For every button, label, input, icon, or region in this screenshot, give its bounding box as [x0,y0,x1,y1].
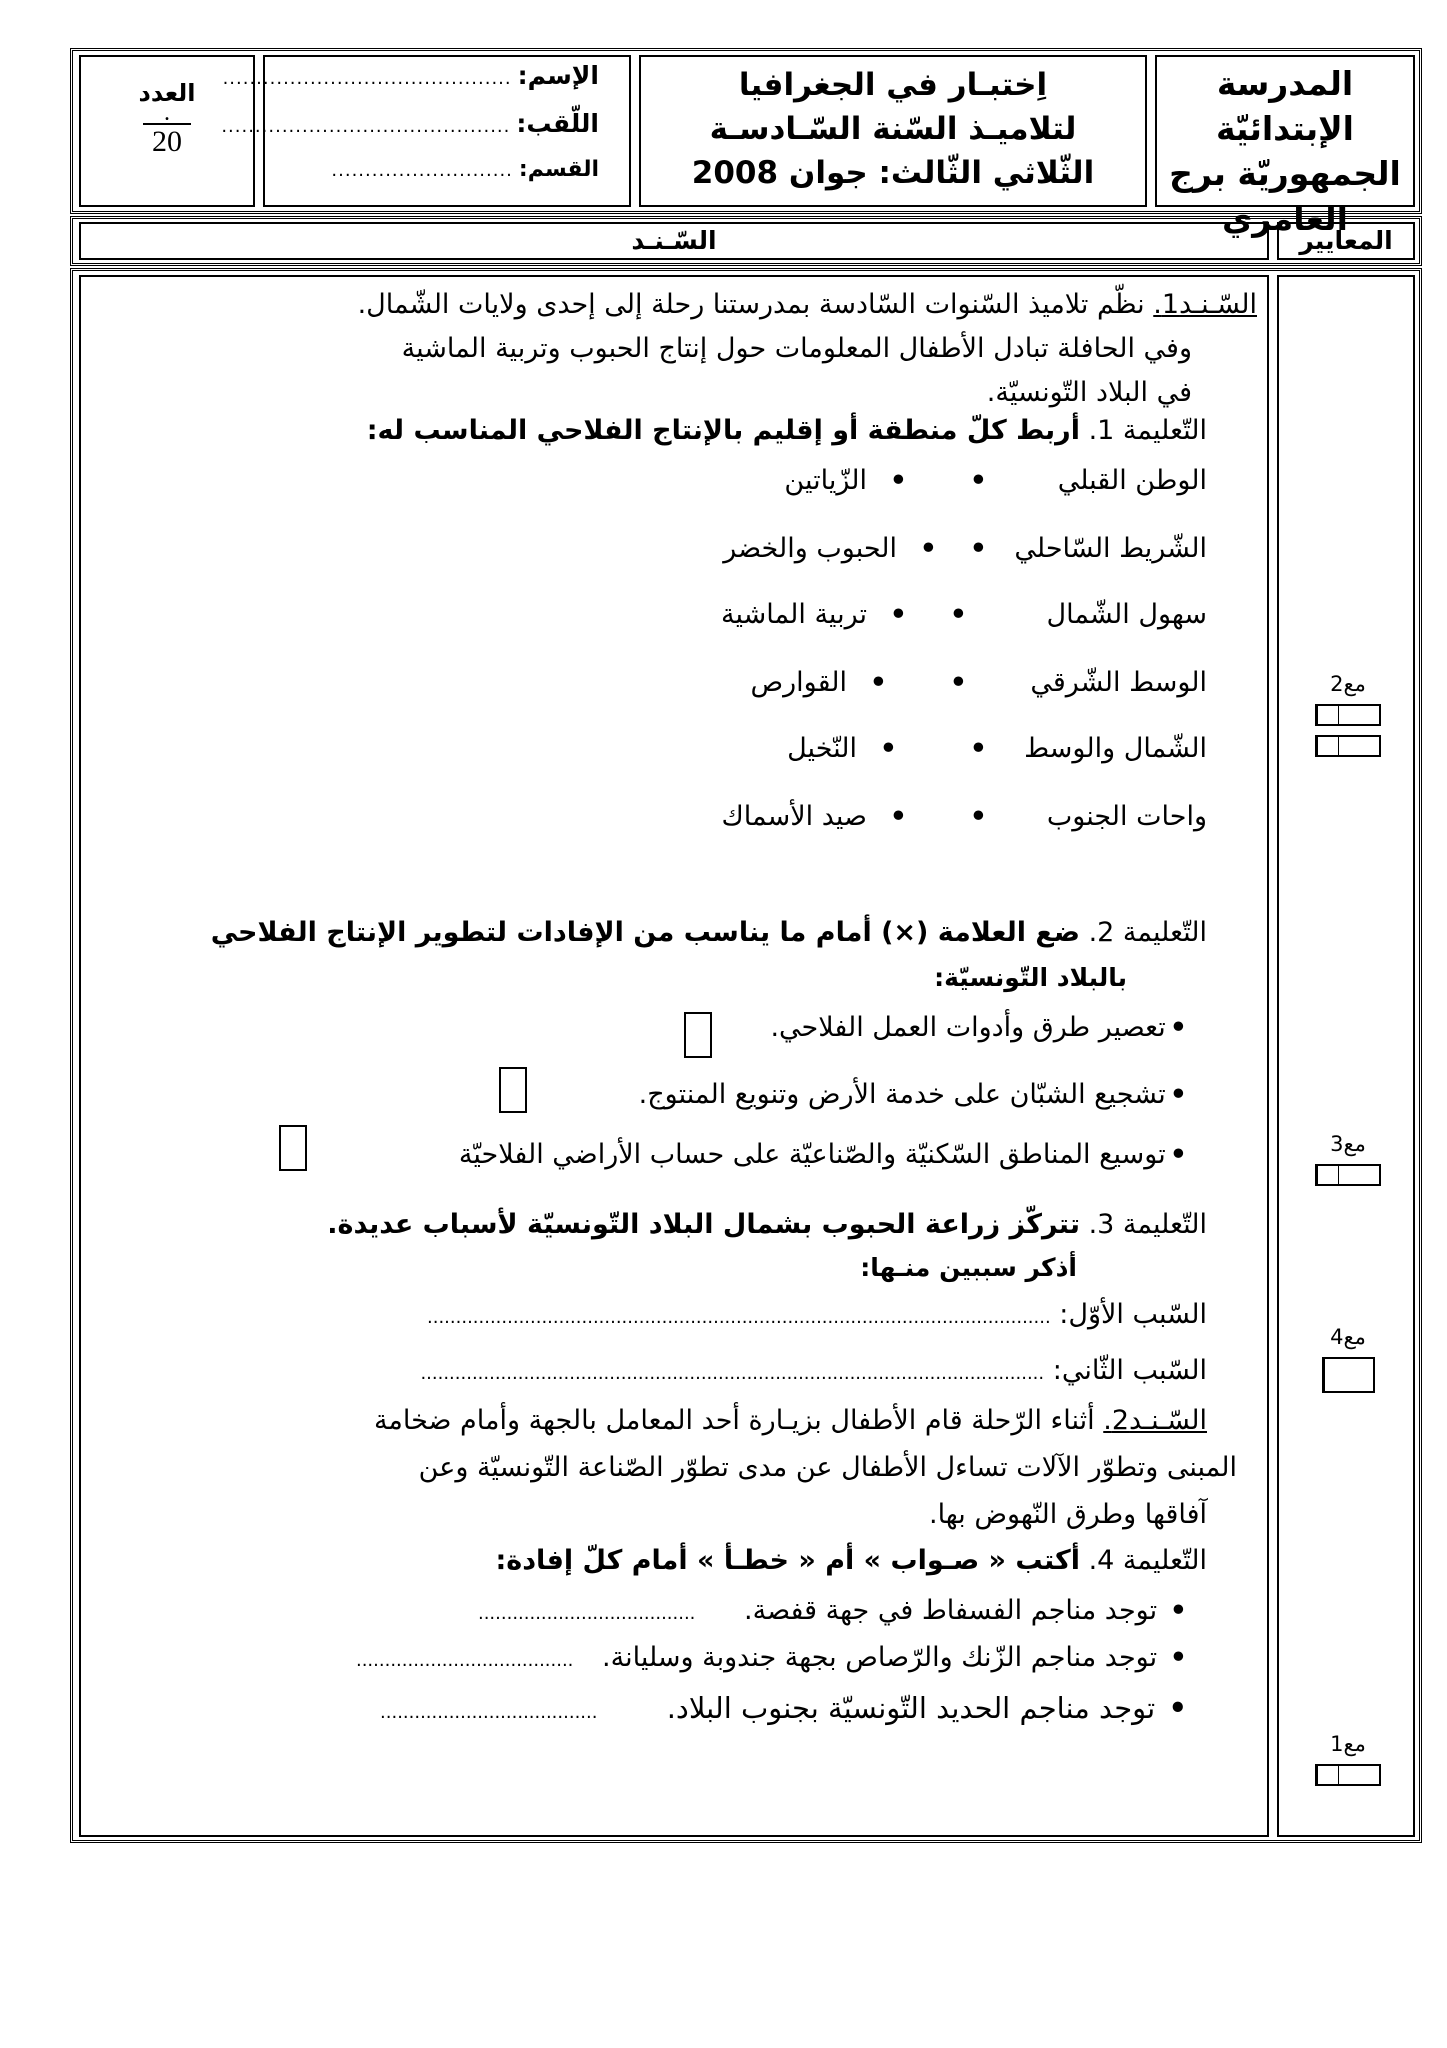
q2-prompt [211,917,1207,948]
school-line-2: الجمهوريّة برج [1169,154,1401,193]
name-dots[interactable]: ........................................... [222,68,512,89]
matching-region: واحات الجنوب [1046,801,1207,832]
school-line-3: العامري [1222,199,1348,238]
exam-term: الثّلاثي الثّالث: جوان 2008 [691,155,1095,191]
q4-item-2: • توجد مناجم الزّنك والرّصاص بجهة جندوبة وسليانة. ...................................... [356,1642,1187,1673]
q3-text-2: أذكر سببين منـها: [860,1253,1077,1282]
matching-dot-left[interactable]: • [969,465,987,496]
matching-dot-right[interactable]: • [869,667,887,698]
matching-region: الشّمال والوسط [1024,733,1207,764]
name-field[interactable] [222,61,629,105]
matching-dot-right[interactable]: • [879,733,897,764]
q4-prompt [495,1545,1207,1576]
q4-item-3: • توجد مناجم الحديد التّونسيّة بجنوب البلاد. ...................................... [380,1691,1187,1725]
score-grid[interactable] [1315,1164,1381,1186]
q1-text: أربط كلّ منطقة أو إقليم بالإنتاج الفلاحي المناسب له: [366,415,1080,446]
class-dots[interactable]: ........................... [331,160,513,181]
school-line-1: المدرسة الإبتدائيّة [1216,64,1354,148]
score-grid[interactable] [1315,1764,1381,1786]
q4-item-1: • توجد مناجم الفسفاط في جهة قفصة. ...................................... [478,1595,1187,1626]
reason-2-label: السّبب الثّاني: [1052,1355,1207,1386]
criteria-heading: المعايير [1277,222,1415,260]
student-cell [221,55,631,207]
doc1-line-2: وفي الحافلة تبادل الأطفال المعلومات حول إنتاج الحبوب وتربية الماشية [401,333,1192,364]
q2-text-2: بالبلاد التّونسيّة: [934,963,1127,992]
reason-2 [420,1355,1207,1386]
q1-label: التّعليمة 1. [1088,415,1207,446]
q3-text: تتركّز زراعة الحبوب بشمال البلاد التّونسيّة لأسباب عديدة. [327,1209,1080,1240]
q2-item-2: • تشجيع الشبّان على خدمة الأرض وتنويع المنتوج. [639,1079,1187,1110]
doc1-line-3: في البلاد التّونسيّة. [986,377,1192,408]
exam-title: اِختبـار في الجغرافيا [738,67,1048,103]
doc1-title: السّـنـد1. [1153,289,1257,320]
checkbox-2[interactable] [499,1067,527,1113]
doc2-title: السّـنـد2. [1103,1405,1207,1436]
q3-prompt [327,1209,1207,1240]
exam-page [70,48,1422,1843]
matching-dot-right[interactable]: • [919,533,937,564]
q2-text: ضع العلامة (×) أمام ما يناسب من الإفادات لتطوير الإنتاج الفلاحي [210,917,1080,948]
criterion-4: مع4 [1279,1325,1417,1396]
matching-product: النّخيل [787,733,857,764]
class-label: القسم: [518,157,599,182]
q2-item-1: • تعصير طرق وأدوات العمل الفلاحي. [770,1012,1187,1043]
section-bar [70,216,1422,266]
doc2-line-1: السّـنـد2. أثناء الرّحلة قام الأطفال بزيـارة أحد المعامل بالجهة وأمام ضخامة [373,1405,1207,1436]
matching-dot-right[interactable]: • [889,465,907,496]
matching-dot-left[interactable]: • [969,801,987,832]
matching-product: الزّياتين [784,465,867,496]
school-cell [1155,55,1415,238]
reason-1-label: السّبب الأوّل: [1059,1299,1207,1330]
score-label: العدد [138,79,196,107]
content-column [79,275,1269,1837]
q2-label: التّعليمة 2. [1088,917,1207,948]
q4-answer-3[interactable]: ...................................... [380,1702,598,1723]
matching-product: صيد الأسماك [721,801,867,832]
criterion-3: مع3 [1279,1132,1417,1189]
q4-answer-1[interactable]: ...................................... [477,1603,696,1624]
reason-2-answer[interactable]: ............................................................................................................. [420,1363,1045,1384]
matching-dot-right[interactable]: • [889,801,907,832]
doc2-line-2: المبنى وتطوّر الآلات تساءل الأطفال عن مدى تطوّر الصّناعة التّونسيّة وعن [418,1452,1237,1483]
class-field[interactable] [265,157,629,201]
reason-1-answer[interactable]: ............................................................................................................. [427,1307,1051,1328]
score-grid[interactable] [1322,1357,1375,1393]
checkbox-3[interactable] [279,1125,307,1171]
score-blank[interactable]: . [164,100,170,126]
surname-dots[interactable]: ........................................... [221,116,511,137]
matching-dot-left[interactable]: • [969,533,987,564]
q2-item-3: • توسيع المناطق السّكنيّة والصّناعيّة على حساب الأراضي الفلاحيّة [459,1139,1187,1170]
q1-prompt [367,415,1207,446]
matching-dot-left[interactable]: • [949,667,967,698]
header [70,48,1422,238]
matching-product: تربية الماشية [721,599,867,630]
doc1-line-1: السّـنـد1. نظّم تلاميذ السّنوات السّادسة بمدرستنا رحلة إلى إحدى ولايات الشّمال. [357,289,1257,320]
q4-answer-2[interactable]: ...................................... [355,1650,574,1671]
matching-product: القوارص [750,667,847,698]
q4-label: التّعليمة 4. [1088,1545,1207,1576]
exam-body [70,268,1422,1843]
title-cell [639,55,1147,207]
criterion-2: مع2 [1279,672,1417,760]
matching-region: الشّريط السّاحلي [1014,533,1207,564]
document-heading: السّـنـد [79,222,1269,260]
name-label: الإسم: [517,61,599,90]
checkbox-1[interactable] [684,1012,712,1058]
matching-region: سهول الشّمال [1046,599,1207,630]
matching-region: الوطن القبلي [1057,465,1207,496]
criteria-column [1277,275,1415,1837]
doc2-line-3: آفاقها وطرق النّهوض بها. [928,1499,1207,1530]
matching-dot-left[interactable]: • [969,733,987,764]
matching-region: الوسط الشّرقي [1030,667,1207,698]
q4-text: أكتب « صـواب » أم « خطـأ » أمام كلّ إفادة: [495,1545,1080,1576]
surname-field[interactable] [221,109,629,153]
surname-label: اللّقب: [516,109,599,138]
reason-1 [427,1299,1207,1330]
score-grid[interactable] [1315,735,1381,757]
score-grid[interactable] [1315,704,1381,726]
matching-dot-right[interactable]: • [889,599,907,630]
matching-dot-left[interactable]: • [949,599,967,630]
score-total: 20 [143,123,191,159]
criterion-1: مع1 [1279,1732,1417,1789]
q3-label: التّعليمة 3. [1088,1209,1207,1240]
exam-grade: لتلاميـذ السّنة السّـادسـة [709,111,1077,147]
matching-product: الحبوب والخضر [723,533,897,564]
score-cell [79,55,255,207]
